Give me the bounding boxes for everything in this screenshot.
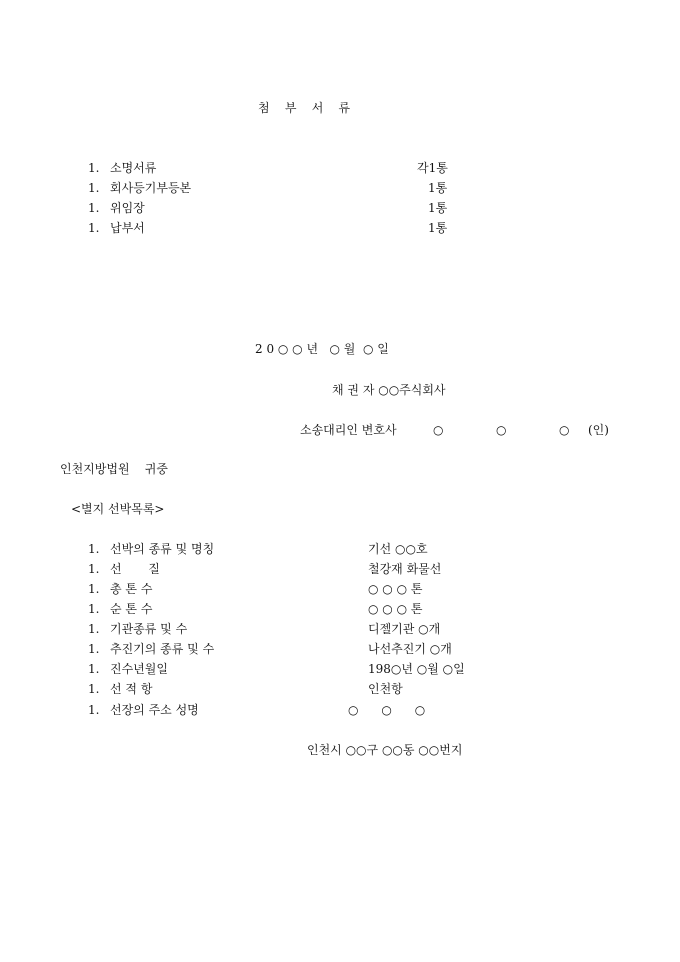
item-quantity: 1통 [428, 181, 448, 195]
row-value: 디젤기관 ○개 [368, 622, 441, 636]
attorney-label: 소송대리인 변호사 [300, 423, 397, 437]
row-value: 인천항 [368, 682, 403, 696]
item-name: 위임장 [110, 201, 145, 215]
row-number: 1. [88, 642, 100, 656]
list-item [0, 220, 680, 236]
table-row [0, 581, 680, 597]
row-number: 1. [88, 662, 100, 676]
row-value: ○ ○ ○ 톤 [368, 582, 423, 596]
item-name: 회사등기부등본 [110, 181, 192, 195]
row-field: 순 톤 수 [110, 602, 153, 616]
table-row [0, 661, 680, 677]
row-value: 198○년 ○월 ○일 [368, 662, 465, 676]
row-field: 추진기의 종류 및 수 [110, 642, 215, 656]
row-number: 1. [88, 622, 100, 636]
row-number: 1. [88, 562, 100, 576]
seal-mark: (인) [588, 423, 609, 437]
row-number: 1. [88, 542, 100, 556]
table-row [0, 702, 680, 718]
filing-date: 2 0 ○ ○ 년 ○ 월 ○ 일 [255, 342, 389, 356]
row-field: 선박의 종류 및 명칭 [110, 542, 215, 556]
attorney-name-part: ○ [496, 423, 507, 437]
list-item [0, 200, 680, 216]
row-value: 철강재 화물선 [368, 562, 442, 576]
table-row [0, 601, 680, 617]
row-field: 선 질 [110, 562, 160, 576]
item-name: 납부서 [110, 221, 145, 235]
row-value: 기선 ○○호 [368, 542, 428, 556]
row-field: 총 톤 수 [110, 582, 153, 596]
item-quantity: 1통 [428, 201, 448, 215]
row-field: 진수년월일 [110, 662, 168, 676]
annex-title: <별지 선박목록> [71, 502, 165, 516]
row-number: 1. [88, 602, 100, 616]
row-number: 1. [88, 582, 100, 596]
attorney-line [0, 422, 680, 438]
row-field: 기관종류 및 수 [110, 622, 188, 636]
table-row [0, 681, 680, 697]
table-row [0, 561, 680, 577]
row-value: ○ ○ ○ 톤 [368, 602, 423, 616]
document-title: 첨 부 서 류 [258, 101, 351, 115]
table-row [0, 641, 680, 657]
captain-address: 인천시 ○○구 ○○동 ○○번지 [307, 743, 463, 757]
table-row [0, 621, 680, 637]
list-item [0, 160, 680, 176]
creditor-line: 채 권 자 ○○주식회사 [332, 383, 446, 397]
item-number: 1. [88, 201, 100, 215]
row-number: 1. [88, 703, 100, 717]
attorney-name-part: ○ [433, 423, 444, 437]
item-number: 1. [88, 181, 100, 195]
item-quantity: 1통 [428, 221, 448, 235]
row-number: 1. [88, 682, 100, 696]
item-quantity: 각1통 [417, 161, 448, 175]
table-row [0, 541, 680, 557]
court-addressee: 인천지방법원 귀중 [60, 462, 168, 476]
item-number: 1. [88, 221, 100, 235]
item-name: 소명서류 [110, 161, 157, 175]
item-number: 1. [88, 161, 100, 175]
row-field: 선 적 항 [110, 682, 153, 696]
row-field: 선장의 주소 성명 [110, 703, 199, 717]
row-value: ○ ○ ○ [348, 703, 426, 717]
list-item [0, 180, 680, 196]
attorney-name-part: ○ [559, 423, 570, 437]
row-value: 나선추진기 ○개 [368, 642, 452, 656]
